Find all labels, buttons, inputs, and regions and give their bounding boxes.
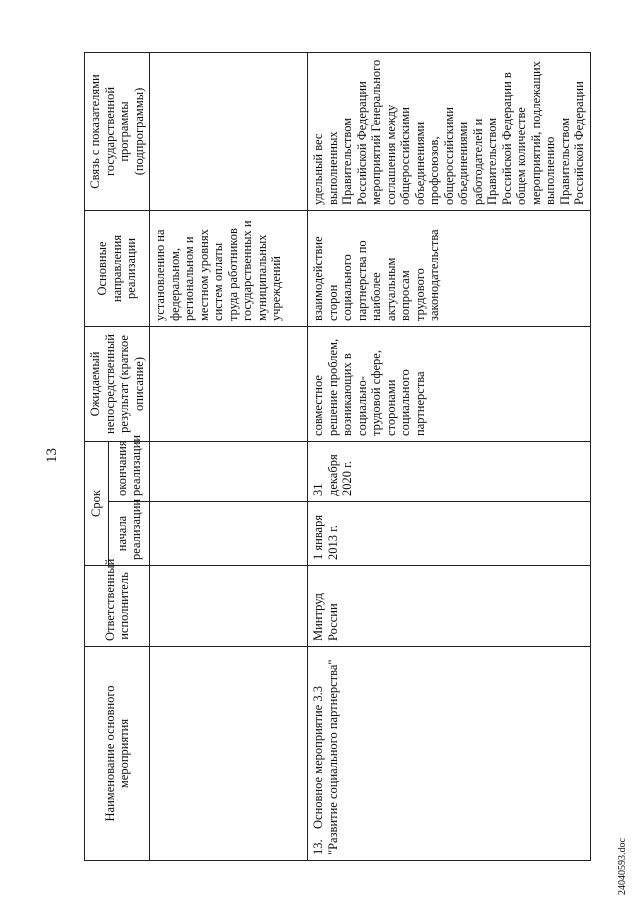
measures-table — [84, 52, 591, 861]
table-row — [308, 52, 591, 860]
row13-name: Основное мероприятие 3.3 "Развитие социального партнерства" — [311, 659, 340, 855]
cont-link-cell — [150, 52, 308, 210]
row13-end: 31 декабря 2020 г. — [308, 441, 591, 501]
cont-end-cell — [150, 441, 308, 501]
row13-name-cell — [308, 647, 591, 861]
header-name: Наименование основного мероприятия — [85, 647, 150, 861]
row13-directions: взаимодействие сторон социального партнерства по наиболее актуальным вопросам трудового законодательства — [308, 210, 591, 326]
row13-result: совместное решение проблем, возникающих в социально-трудовой сфере, сторонами социального партнерства — [308, 326, 591, 441]
header-end: окончания реализации — [109, 441, 150, 501]
document-code: 24040593.doc — [617, 838, 628, 895]
header-start: начала реализации — [109, 502, 150, 566]
header-link: Связь с показателями государственной программы (подпрограммы) — [85, 52, 150, 210]
header-result: Ожидаемый непосредственный результат (краткое описание) — [85, 326, 150, 441]
cont-start-cell — [150, 502, 308, 566]
cont-result-cell — [150, 326, 308, 441]
cont-name-cell — [150, 647, 308, 861]
row13-start: 1 января 2013 г. — [308, 502, 591, 566]
cont-executor-cell — [150, 566, 308, 647]
row13-executor: Минтруд России — [308, 566, 591, 647]
page-number: 13 — [44, 448, 60, 463]
continuation-row — [150, 52, 308, 860]
header-executor: Ответственный исполнитель — [85, 566, 150, 647]
row13-link: удельный вес выполненных Правительством Российской Федерации мероприятий Генерального соглашения между общероссийскими объединениями профсоюзов, общероссийскими объединениями работодателей и Правительством Российской Федерации в общем количестве мероприятий, подлежащих выполнению Правительством Российской Федерации — [308, 52, 591, 210]
header-term: Срок — [85, 441, 109, 565]
header-directions: Основные направления реализации — [85, 210, 150, 326]
cont-directions-cell: установлению на федеральном, региональном и местном уровнях систем оплаты труда работников государственных и муниципальных учреждений — [150, 210, 308, 326]
row13-number: 13. — [311, 839, 325, 855]
